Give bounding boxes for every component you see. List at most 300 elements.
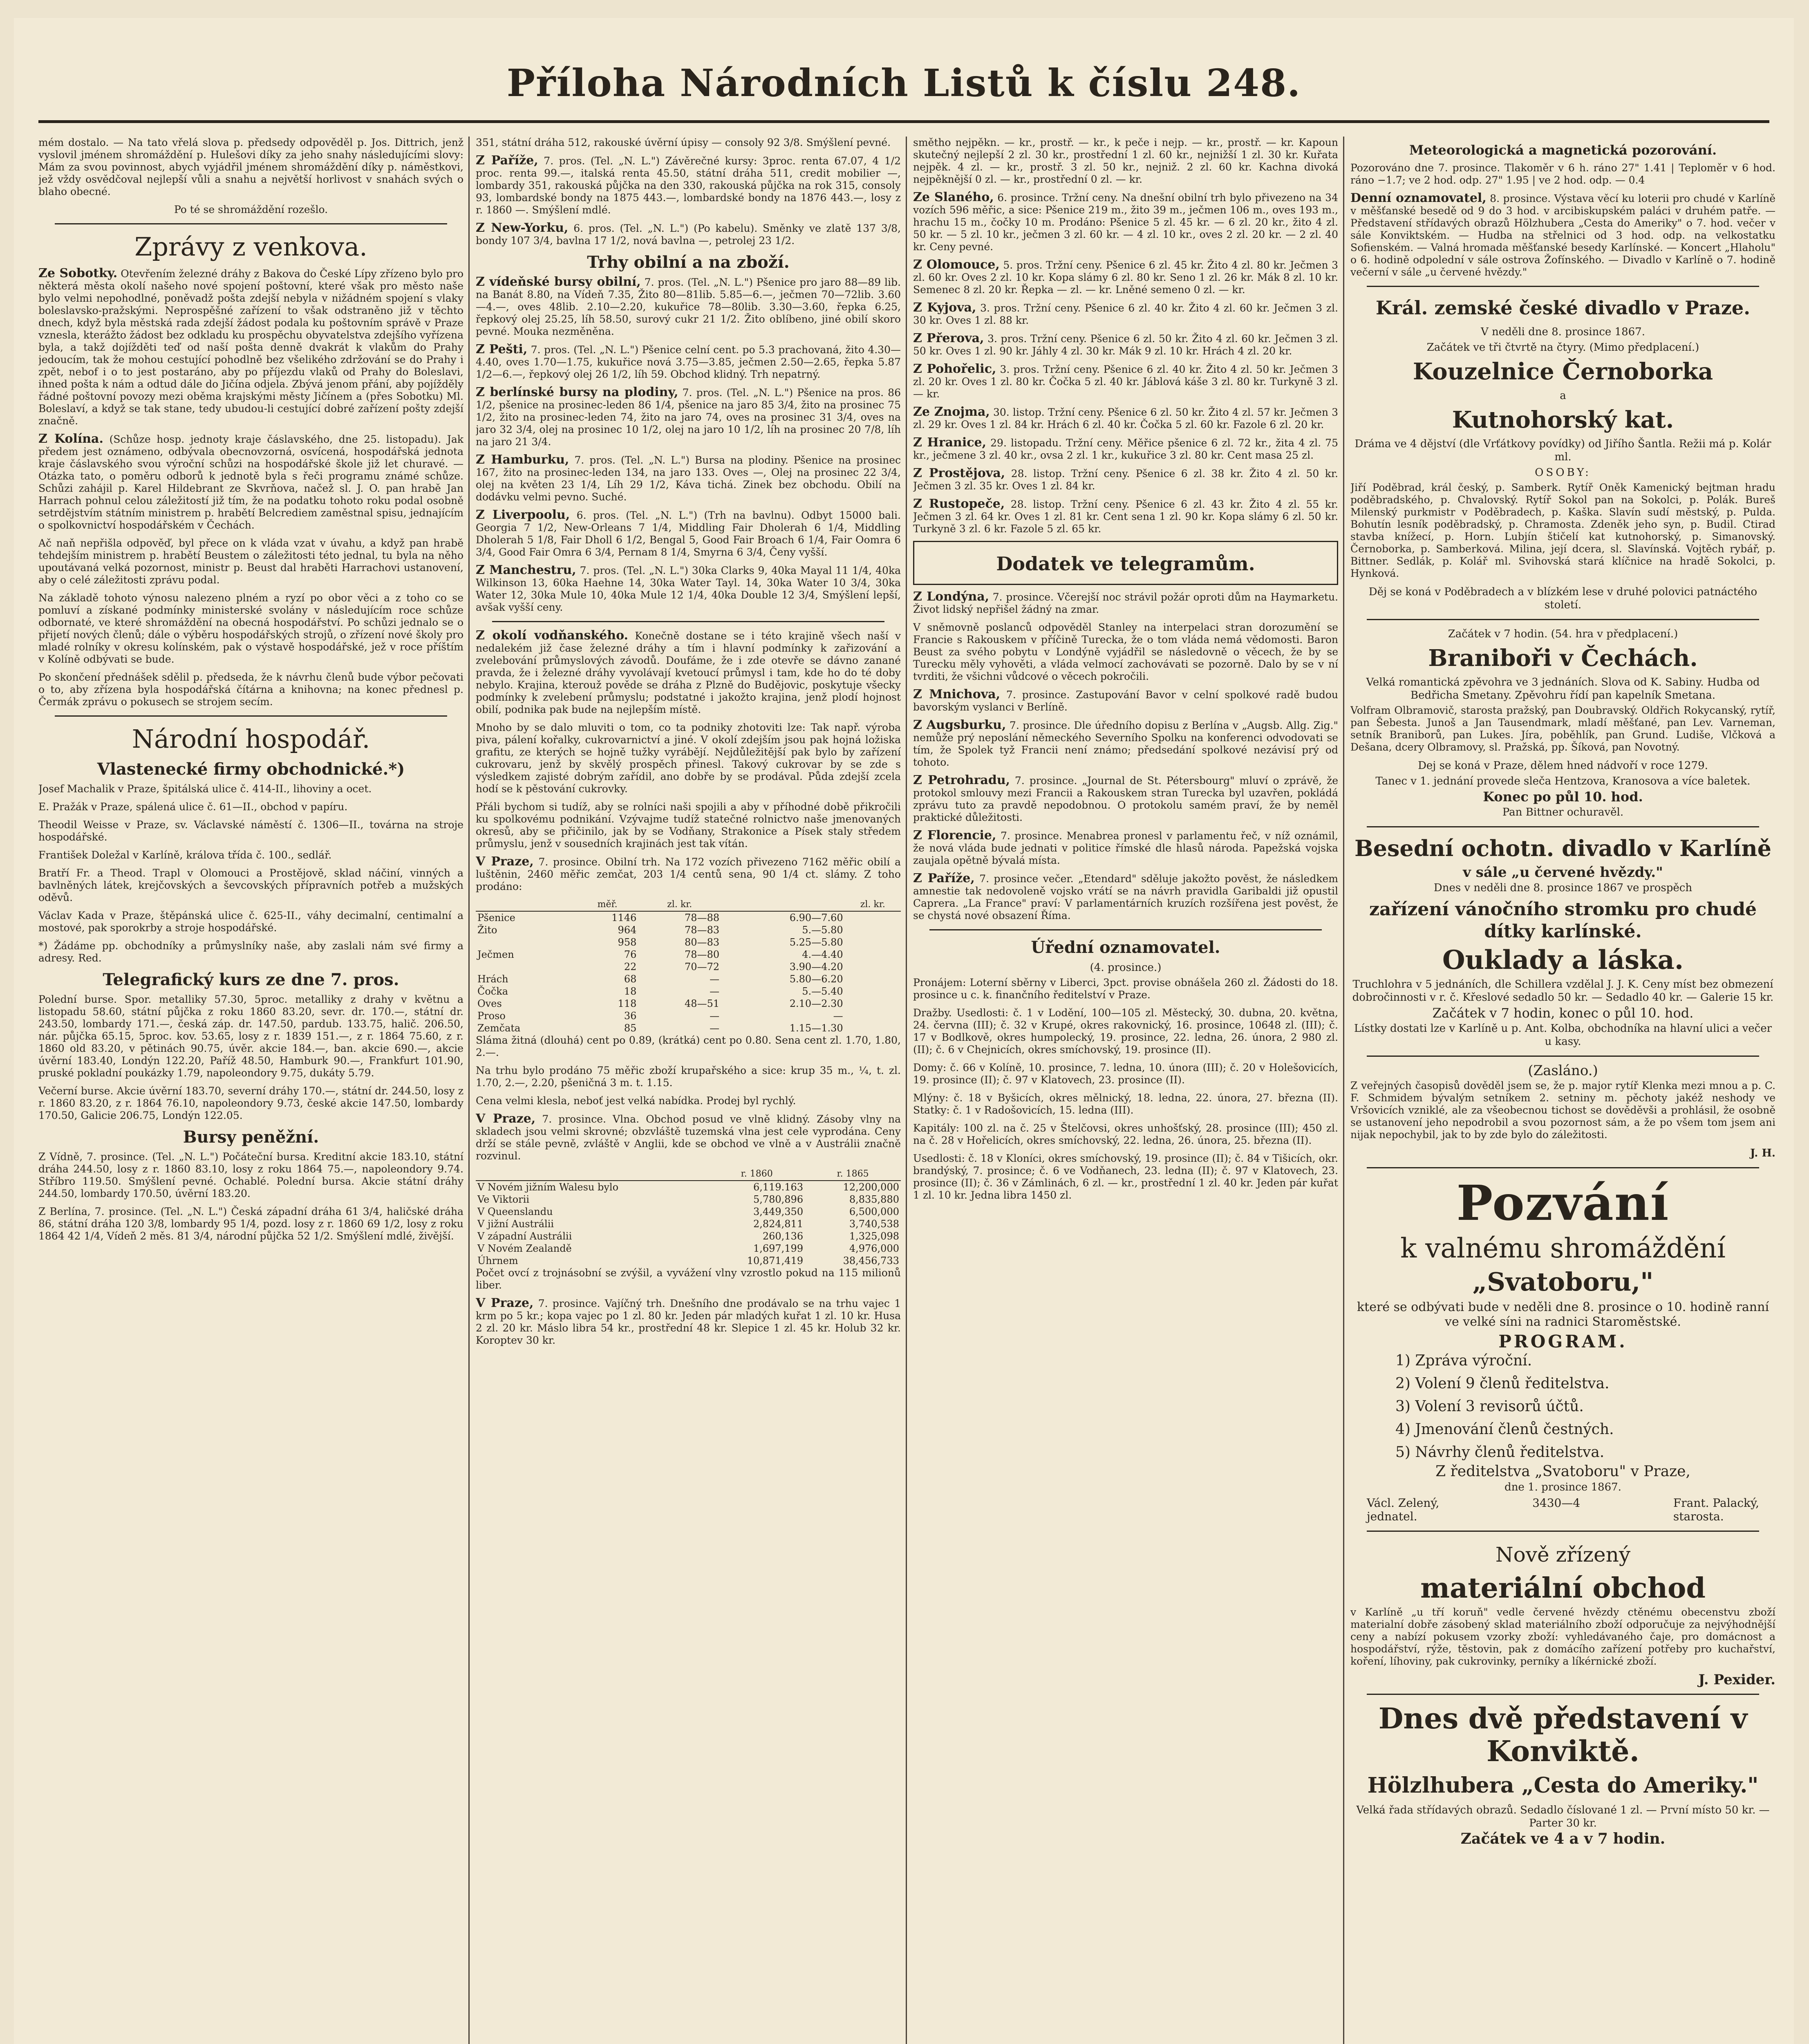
table-row [476,961,901,973]
article-title: Z berlínské bursy na plodiny, [476,385,678,399]
table-header [476,1168,901,1181]
table-cell: 118 [618,998,637,1009]
table-header [476,899,901,911]
article-text: Sláma žitná (dlouhá) cent po 0.89, (krátká) cent po 0.80. Sena cent zl. 1.70, 1.80, 2.—. [476,1034,901,1058]
ad-text: a [1560,390,1566,402]
subsection-title: Telegrafický kurs ze dne 7. pros. [103,970,399,989]
article [913,332,1338,357]
letter-sign: J. H. [1750,1147,1775,1159]
table-cell: 6,500,000 [849,1206,899,1217]
table-row [476,911,901,924]
article [913,774,1338,824]
column-header: r. 1860 [709,1168,805,1181]
table-cell: 4,976,000 [849,1243,899,1254]
cast-list: Jiří Poděbrad, král český, p. Samberk. Rytíř Oněk Kamenický bejtman hradu poděbradského, p. Chvalovský. Rytíř Sokol pan na Sokolci, p. Polák. Bureš Milenský purkmistr v Poděbradech, p. Kaška. Slavín sudí městský, p. Pulda. Bohutín lesník poděbradský, p. Chramosta. Zdeněk jeho syn, p. Budil. Ctirad stavba knížecí, p. Horn. Lubjín štičelí kat kutnohorský, p. Simanovský. Černoborka, p. Samberková. Milina, její dcera, sl. Slavínská. Vojtěch rybář, p. Bittner. Sedlák, p. Kolář ml. Svihovská stará klíčnice na hradě Sokolci, p. Hynková. [1350,482,1775,579]
article-title: Z Liverpoolu, [476,508,570,522]
table-cell: 260,136 [762,1230,804,1242]
table-row [476,948,901,961]
ad-purpose: zařízení vánočního stromku pro chudé dítky karlínské. [1369,899,1757,942]
firm-entry: E. Pražák v Praze, spálená ulice č. 61—II., obchod v papíru. [38,801,348,813]
table-cell: 5.—5.80 [802,924,843,936]
notice-text: Mlýny: č. 18 v Byšicích, okres mělnický, 18. ledna, 22. února, 27. března (II). Statky: č. 1 v Radošovicích, 15. ledna (III). [913,1092,1338,1116]
article-title: Z okolí vodňanského. [476,628,629,643]
table-row [476,1230,901,1242]
table-cell: 5.—5.40 [802,986,843,997]
table-cell: Žito [477,924,497,936]
ad-subheading: v sále „u červené hvězdy." [1463,864,1663,881]
table-cell: 5.80—6.20 [789,973,843,985]
table-row [476,1242,901,1255]
notice-text: Domy: č. 66 v Kolíně, 10. prosince, 7. ledna, 10. února (III); č. 20 v Holešovicích, 19. prosince (II); č. 97 v Klatovech, 23. prosince (II). [913,1062,1338,1086]
divider [1367,286,1759,287]
article [476,276,901,338]
article-title: Z Rustopeče, [913,497,1005,511]
table-row [476,973,901,985]
table-cell: Hrách [477,973,508,985]
article-title: Z Paříže, [913,871,975,885]
article-title: V Praze, [476,854,534,869]
table-cell: 5,780,896 [753,1194,804,1205]
ad-subheading: Nově zřízený [1495,1543,1631,1567]
column-header: zl. kr. [845,899,901,911]
notice-text: Pronájem: Loterní sběrny v Liberci, 3pct. provise obnášela 260 zl. Žádosti do 18. prosince u c. k. finančního ředitelství v Praze. [913,977,1338,1001]
article-title: Z Paříže, [476,153,538,168]
article-title: Z Pohořelic, [913,362,996,376]
table-cell: 76 [624,949,637,960]
notice-text: Dražby. Usedlosti: č. 1 v Lodění, 100—105 zl. Městecký, 30. dubna, 20. května, 24. června (III); č. 32 v Krupé, okres rakovnický, 16. prosince, 10648 zl. (III); č. 17 v Bodlkově, okres humpolecký, 19. prosince, 22. ledna, 26. února, 2 980 zl. (II); č. 6 v Chejnicích, okres smíchovský, 19. prosince (II). [913,1007,1338,1056]
article-title: V Praze, [476,1296,534,1310]
table-cell: Úhrnem [477,1255,518,1266]
ad-heading: Dnes dvě představení v Konviktě. [1378,1701,1748,1768]
article-text: 351, státní dráha 512, rakouské úvěrní úpisy — consoly 92 3/8. Smýšlení pevné. [476,137,891,148]
column-4 [1350,137,1775,2044]
article-title: Z vídeňské bursy obilní, [476,275,641,289]
article-text: 7. pros. (Tel. „N. L.") Pšenice na pros. 86 1/2, pšenice na prosinec-leden 86 1/4, pšenice na jaro 85 3/4, žito na prosinec 75 1/2, žito na prosinec-leden 74, žito na jaro 74, oves na prosinec 31 3/4, oves na jaro 32 3/4, olej na prosinec 10 1/2, olej na jaro 10 1/2, líh na prosinec 20 7/8, líh na jaro 21 3/4. [476,387,901,448]
play-description: Truchlohra v 5 jednáních, dle Schillera vzdělal J. J. K. Ceny míst bez obmezení dobročinnosti v r. č. Křeslové sedadlo 50 kr. — Sedadlo 40 kr. — Galerie 15 kr. [1352,978,1774,1004]
article [913,498,1338,535]
table-cell: 2.10—2.30 [789,998,843,1009]
divider [1367,1531,1759,1532]
article-title: Z Prostějova, [913,466,1005,480]
play-description: Dráma ve 4 dějství (dle Vrťátkovy povídky) od Jiřího Šantla. Režii má p. Kolár ml. [1355,438,1771,463]
article-text: 3. pros. Tržní ceny. Pšenice 6 zl. 40 kr. Žito 4 zl. 60 kr. Ječmen 3 zl. 30 kr. Oves 1 zl. 88 kr. [913,302,1338,326]
table-row [476,1255,901,1267]
article [38,267,463,427]
cast-list: Volfram Olbramovič, starosta pražský, pan Doubravský. Oldřich Rokycanský, rytíř, pan Šebesta. Junoš a Jan Tausendmark, mladí měšťané, pan Lev. Varneman, setník Braniborů, pan Lukes. Jíra, poběhlík, pan Grund. Ludiše, Vlčková a Dešana, dcery Olbramovy, sl. Pražská, pp. Šíková, pan Novotný. [1350,704,1775,753]
play-title: Kutnohorský kat. [1452,406,1674,433]
footnote-text: *) Žádáme pp. obchodníky a průmyslníky naše, aby zaslali nám své firmy a adresy. [38,940,463,964]
table-cell: V západní Austrálii [477,1230,572,1242]
article-text: Otevřením železné dráhy z Bakova do České Lípy zřízeno bylo pro některá města okolí našeho nové spojení poštovní, které však pro město naše bylo velmi nepohodlné, poněvadž pošta zdejší nebyla v nižádném spojení s vlaky boleslavsko-pražskými. Neprospěšné zařízení to však odstraněno již v těchto dnech, když byla městská rada zdejší žádost podala ku poštovním správě v Praze vznesla, kterážto žádost bez odkladu ku prospěchu obyvatelstva zdejšího vyřízena byla, a takž dojížděti teď od naší pošta denně dvakrát k vlakům do Prahy jedoucím, tak že mohou cestující pohodlně bez všelikého zdržování se do Prahy i zpět, nebof i o to jest postaráno, aby po příjezdu vlaků od Prahy do Boleslavi, ihned pošta k nám a odtud dále do Jičína odjela. Zbývá jenom přání, aby pojížděly řádné poštovní povozy mezi oběma krajskými městy Jičínem a (přes Sobotku) Ml. Boleslaví, a když se tak stane, tedy ubudou-li cestující dobré zařízení pošty zdejší značně. [38,268,463,427]
table-cell: 70—72 [685,961,720,973]
ad-note: Tanec v 1. jednání provede sleča Hentzova, Kranosova a více baletek. [1375,775,1751,787]
firm-entry: Václav Kada v Praze, štěpánská ulice č. 625-II., váhy decimalní, centimalní a mostové, pak sporokrby a stroje hospodářské. [38,910,463,934]
article-text: Večerní burse. Akcie úvěrní 183.70, severní dráhy 170.—, státní dr. 244.50, losy z r. 1860 83.20, z r. 1864 76.10, napoleondory 9.73, české akcie 147.50, lombardy 170.50, Galicie 206.75, Londýn 122.05. [38,1085,463,1121]
program-item: 2) Volení 9 členů ředitelstva. [1395,1375,1610,1392]
article-text: 7. pros. (Tel. „N. L.") Pšenice pro jaro 88—89 lib. na Banát 8.80, na Vídeň 7.35, Žito 80—81lib. 5.85—6.—, ječmen 70—72lib. 3.60—4.—, oves 48lib. 2.10—2.20, kukuřice 78—80lib. 3.30—3.60, řepka 6.25, řepkový olej 25.25, líh 58.50, surový cukr 21 1/2. Žito oblíbeno, jiné obilí skoro pevné. Mouka nezměněna. [476,276,901,337]
ad-heading: Král. zemské české divadlo v Praze. [1375,297,1751,319]
section-title: Meteorologická a magnetická pozorování. [1409,142,1717,158]
divider [1367,1056,1759,1057]
table-cell: Proso [477,1010,506,1022]
table-cell: 8,835,880 [849,1194,899,1205]
article-text: 7. prosince. Včerejší noc strávil požár oproti dům na Haymarketu. Život lidský nepřišel žádný na zmar. [913,591,1338,615]
article-title: Z Olomouce, [913,258,1000,272]
article-text: 7. prosince. Obilní trh. Na 172 vozích přivezeno 7162 měřic obilí a luštěnin, 2460 měřic zemčat, 203 1/4 centů sena, 90 1/4 ct. slámy. Z toho prodáno: [476,856,901,892]
article-title: Z Hamburku, [476,453,569,467]
article [1350,192,1775,278]
column-header: zl. kr. [638,899,721,911]
table-row [476,924,901,936]
ad-date: V neděli dne 8. prosince 1867. [1481,326,1645,338]
table-cell: 4.—4.40 [802,949,843,960]
article-text: 29. listopadu. Tržní ceny. Měřice pšenice 6 zl. 72 kr., žita 4 zl. 75 kr., ječmene 3 zl. 40 kr., ovsa 2 zl. 1 kr., kukuřice 3 zl. 80 kr. Cent masa 25 zl. [913,437,1338,461]
article-text: Na základě tohoto výnosu nalezeno plném a ryzí po obor věci a z toho co se pomluví a získané podmínky ministerské svolány v následujícím roce schůze odbornaté, ve které shromáždění na obecná hospodářství. Po schůzi jednalo se o přijetí nových členů; dále o výběru hospodářských strojů, o zřízení nové školy pro mladé rolníky v okresu kolínském, pak o výstavě hospodářské, jež v roce příštím v Kolíně odbývati se bude. [38,592,463,665]
article-title: Z Petrohradu, [913,773,1010,787]
table-cell: 964 [618,924,637,936]
table-row [476,1206,901,1218]
article-title: Ze Sobotky. [38,266,118,280]
article-title: Ze Znojma, [913,405,990,419]
ad-note: Lístky dostati lze v Karlíně u p. Ant. Kolba, obchodníka na hlavní ulici a večer u kasy. [1354,1022,1772,1048]
article [913,191,1338,253]
article [476,386,901,448]
table-cell: 3,449,350 [753,1206,804,1217]
ad-subheading: Hölzlhubera „Cesta do Ameriky." [1367,1773,1759,1798]
article-text: 3. pros. Tržní ceny. Pšenice 6 zl. 40 kr. Žito 4 zl. 50 kr. Ječmen 3 zl. 20 kr. Oves 1 zl. 80 kr. Čočka 5 zl. 40 kr. Jáblová káše 3 zl. 80 kr. Turkyně 3 zl. — kr. [913,363,1338,400]
ref-number: 3430—4 [1532,1496,1581,1510]
article-text: 28. listop. Tržní ceny. Pšenice 6 zl. 38 kr. Žito 4 zl. 50 kr. Ječmen 3 zl. 35 kr. Oves 1 zl. 84 kr. [913,468,1338,492]
program-item: 4) Jmenování členů čestných. [1395,1421,1614,1438]
table-row [476,1010,901,1022]
article-text: 7. pros. (Tel. „N. L.") Pšenice celní cent. po 5.3 prachovaná, žito 4.30—4.40, oves 1.70—1.75, kukuřice nová 3.75—3.85, ječmen 2.50—2.65, řepka 5.87 1/2—6.—, řepkový olej 26 1/2, líh 59. Obchod klidný. Trh nepatrný. [476,344,901,380]
article-text: 6. prosince. Tržní ceny. Na dnešní obilní trh bylo přivezeno na 34 vozích 596 měřic, a sice: Pšenice 219 m., žito 39 m., ječmen 106 m., oves 193 m., hrachu 15 m., čočky 10 m. Prodáno: Pšenice 5 zl. 45 kr. — 6 zl. 20 kr., žito 4 zl. 50 kr. — 5 zl. 10 kr., ječmen 3 zl. 60 kr. — 4 zl. 10 kr., oves 2 zl. 20 kr. — 2 zl. 40 kr. Ceny pevné. [913,192,1338,253]
column-header [721,899,845,911]
article-text: 6. pros. (Tel. „N. L.") (Po kabelu). Směnky ve zlatě 137 3/8, bondy 107 3/4, bavlna 17 1/2, nová bavlna —, petrolej 23 1/2. [476,222,901,247]
table-cell: 36 [624,1010,637,1022]
article-text: Mnoho by se dalo mluviti o tom, co ta podniky zhotoviti lze: Tak např. výroba piva, pálení kořalky, cukrovarnictví a jiné. V okolí zdejším jsou pak hojná ložiska grafitu, ze kterých se hojně tužky vyrábějí. Nejdůležitější pak bylo by zařízení cukrovaru, jenž by skvělý prospěch přinesl. Takový cukrovar by se zde s výsledkem zajisté dobrým zařídil, ano dobře by se prodával. Půda zdejší zcela hodí se k pěstování cukrovky. [476,722,901,795]
article-title: V Praze, [476,1112,536,1126]
article-text: 7. pros. (Tel. „N. L.") 30ka Clarks 9, 40ka Mayal 11 1/4, 40ka Wilkinson 13, 60ka Haehne 14, 30ka Water Tayl. 14, 30ka Water 10 3/4, 30ka Water 12, 30ka Mule 10, 40ka Mule 12 1/4, 40ka Double 12 3/4, Smýšlení lepší, avšak vyšší ceny. [476,565,901,613]
article [913,872,1338,922]
column-divider [906,137,907,2044]
ad-text: které se odbývati bude v neděli dne 8. prosince o 10. hodině ranní ve velké síni na radnici Staroměstské. [1357,1300,1769,1329]
table-cell: 18 [624,986,637,997]
table-cell: 48—51 [685,998,720,1009]
ad-text: Velká řada střídavých obrazů. Sedadlo číslované 1 zl. — První místo 50 kr. — Parter 30 kr. [1356,1804,1770,1829]
article-text: Z Vídně, 7. prosince. (Tel. „N. L.") Počáteční bursa. Kreditní akcie 183.10, státní dráha 244.50, losy z r. 1860 83.10, losy z roku 1864 75.—, napoleondory 9.74. Stříbro 119.50. Smýšlení pevné. Ochablé. Polední bursa. Akcie státní dráhy 244.50, lombardy 170.50, úvěrní 183.20. [38,1151,463,1199]
signature-right [1673,1496,1759,1523]
table-cell: 958 [618,937,637,948]
article-title: Z Londýna, [913,589,990,604]
program-item: 1) Zpráva výroční. [1395,1352,1532,1369]
article-text: 7. prosince. Menabrea pronesl v parlamentu řeč, v níž oznámil, že nová vláda bude jednati v politice římské dle hlasů národa. Papežská vojska zaujala opětně bývalá místa. [913,830,1338,866]
table-cell: V Novém jižním Walesu bylo [477,1181,619,1193]
notice-text: Usedlosti: č. 18 v Kloníci, okres smíchovský, 19. prosince (II); č. 84 v Tišicích, okr. brandýský, 7. prosince; č. 6 ve Vodňanech, 23. ledna (II); č. 97 v Klatovech, 23. prosince (II); č. 36 v Zámlinách, 6 zl. — kr., prostřední 1 zl. 40 kr. Jeden pár kuřat 1 zl. 10 kr. Jedna libra 1450 zl. [913,1152,1338,1201]
article [913,302,1338,327]
article-title: Z Přerova, [913,331,984,345]
table-cell: V Queenslandu [477,1206,553,1217]
signer-role: jednatel. [1367,1510,1417,1523]
ad-subheading: k valnému shromáždění [1400,1233,1726,1264]
table-row [476,1022,901,1034]
article [913,829,1338,867]
article [913,591,1338,616]
section-title: Dodatek ve telegramům. [996,553,1255,575]
article-title: Denní oznamovatel, [1350,191,1487,205]
table-cell: Ve Viktorii [477,1194,530,1205]
article-text: V sněmovně poslanců odpověděl Stanley na interpelaci stran dorozumění se Francie s Rakouskem v příčině Turecka, že o tom vláda nemá vědomosti. Baron Beust za svého pobytu v Londýně vyjádřil se následovně o věcech, že by se Turecku měly vyhověti, a vláda velmocí zachovávati se pozorně. Dalo by se v ní tvrditi, že všichni vůdcové o věcech pokročili. [913,621,1338,682]
table-cell: 1,697,199 [753,1243,804,1254]
article-text: 7. prosince. Dle úředního dopisu z Berlína v „Augsb. Allg. Zig." nemůže prý neposlání německého Severního Spolku na konferenci odvodovati se tím, že Spolek tyž Francii není známo; předsedání spolkové nezávisí prý od tohoto. [913,719,1338,768]
table-cell: V Novém Zealandě [477,1243,572,1254]
table-cell: — [833,1010,843,1022]
wool-table [476,1168,901,1267]
article-text: Z Berlína, 7. prosince. (Tel. „N. L.") Česká západní dráha 61 3/4, haličské dráha 86, státní dráha 120 3/8, lombardy 95 1/4, pozd. losy z r. 1860 69 1/2, losy z roku 1864 42 1/4, Vídeň 2 měs. 81 3/4, národní půjčka 52 1/2. Smýšlení mdlé, živější. [38,1206,463,1242]
table-row [476,1181,901,1193]
firm-entry: Bratří Fr. a Theod. Trapl v Olomouci a Prostějově, sklad náčiní, vinných a bavlněných látek, krejčovských a ševcovských přípravních potřeb a mužských oděvů. [38,867,463,903]
ad-date: Dnes v neděli dne 8. prosince 1867 ve prospěch [1433,882,1693,894]
article-text: (Schůze hosp. jednoty kraje čáslavského, dne 25. listopadu). Jak předem jest oznámeno, odbývala obecnovzorná, osvícená, hospodářská jednota kraje čáslavského svou výroční schůzi na hospodářské škole již let churavé. — Otázka tato, o poměru odborů k jednotě byla s řeči programu známé schůze. Schůzi zahájil p. Karel Hildebrant ze Skvrňova, načež sl. J. O. pan hrabě Jan Harrach pohnul celou záležitostí již tím, že na podatku tohoto roku podal osobně setrdějstvím státním ministrem p. hrabětí Belcrediem zaměstnal spisu, jednajícím o spolkovnictví hospodářském v Čechách. [38,433,463,531]
table-cell: 78—83 [685,924,720,936]
table-cell: Zemčata [477,1022,521,1034]
firm-entry: Josef Machalik v Praze, špitálská ulice č. 414-II., lihoviny a ocet. [38,783,372,795]
ad-heading: Besední ochotn. divadlo v Karlíně [1355,835,1771,861]
article [476,564,901,614]
article-title: Z New-Yorku, [476,221,569,235]
play-description: Velká romantická zpěvohra ve 3 jednáních. Slova od K. Sabiny. Hudba od Bedřicha Smetany. Zpěvohru řídí pan kapelník Smetana. [1366,676,1760,702]
notice-text: Kapitály: 100 zl. na č. 25 v Štelčovsi, okres unhošťský, 28. prosince (III); 450 zl. na č. 28 v Hořelicích, okres smíchovský, 22. ledna, 26. února, 25. března (II). [913,1122,1338,1146]
article-title: Z Manchestru, [476,563,576,577]
article [913,467,1338,492]
divider [1367,826,1759,827]
table-cell: — [710,986,720,997]
article [476,856,901,893]
section-title: Národní hospodář. [132,724,370,754]
article [913,363,1338,400]
table-cell [476,936,577,948]
article-title: Z Hranice, [913,435,987,450]
play-title: Braniboři v Čechách. [1428,645,1698,672]
ad-date: dne 1. prosince 1867. [1505,1481,1621,1493]
subsection-title: Trhy obilní a na zboží. [587,253,790,272]
masthead-rule [38,120,1769,123]
article-text: 30. listop. Tržní ceny. Pšenice 6 zl. 50 kr. Žito 4 zl. 57 kr. Ječmen 3 zl. 29 kr. Oves 1 zl. 84 kr. Hrách 6 zl. 40 kr. Čočka 5 zl. 60 kr. Fazole 6 zl. 20 kr. [913,406,1338,430]
article-text: 7. prosince. Vlna. Obchod posud ve vlně klidný. Zásoby vlny na skladech jsou velmi skrovné; obzvláště tuzemská vlna jest cele vyprodána. Ceny drží se stále pevně, zvláště v Anglii, kde se obchod ve vlně a v Austrálii značně rozvinul. [476,1113,901,1162]
ad-start-time: Začátek ve 4 a v 7 hodin. [1460,1830,1666,1847]
footnote [38,940,463,964]
program-item: 3) Volení 3 revisorů účtů. [1395,1398,1584,1415]
newspaper-page [14,18,1794,2044]
article-title: Z Kolína. [38,432,103,446]
signatures [1350,1496,1775,1523]
table-cell: — [710,1022,720,1034]
article-title: Z Kyjova, [913,300,976,315]
article-text: 7. pros. (Tel. „N. L.") Závěrečné kursy: 3proc. renta 67.07, 4 1/2 proc. renta 99.—, italská renta 45.50, státní dráha 511, credit mobilier —, lombardy 351, rakouská půjčka na den 330, rakouská půjčka na rok 315, consoly 93, lombardské bondy na 1875 443.—, lombardské bondy na 1876 443.—, losy z r. 1860 —. Smýšlení mdlé. [476,155,901,216]
table-cell: Pšenice [477,912,515,923]
section-title: (Zasláno.) [1528,1062,1598,1079]
table-cell: 3.90—4.20 [789,961,843,973]
ad-text: v Karlíně „u tří koruň" vedle červené hvězdy ctěnému obecenstvu zboží materialní dobře zásobený sklad materiálního zboží odporučuje za nejvýhodnější ceny a nabízí pokusem vzorky zboží: vyhledávaného čaje, pro domácnost a hospodářství, rýže, těstovin, pak z domácího zařízení potřeby pro kuchařství, koření, líhoviny, pak cukrovinky, perníky a líkérnické zboží. [1350,1606,1775,1667]
column-header: r. 1865 [805,1168,901,1181]
subsection-title: Vlastenecké firmy obchodnické.*) [97,760,405,779]
divider [929,929,1322,930]
article-title: Z Pešti, [476,342,528,356]
column-2 [476,137,901,2044]
divider [1367,1694,1759,1695]
page-title: Příloha Národních Listů k číslu 248. [506,61,1301,105]
table-cell: 78—80 [685,949,720,960]
article-text: 8. prosince. Výstava věcí ku loterii pro chudé v Karlíně v měšťanské besedě od 9 do 3 hod. v arcibiskupském paláci v druhém patře. — Představení střídavých obrazů Hölzhubera „Cesta do Ameriky" o 7. hod. večer v sále Konviktském. — Hudba na střelnici od 3 hod. odp. na velkostatku Sofienském. — Valná hromada měšťanské besedy Karlínské. — Koncert „Hlaholu" o 6. hodině odpolední v sále ostrova Žofínského. — Divadlo v Karlíně o 7. hodině večerní v sále „u červené hvězdy." [1350,193,1775,278]
table-cell: 1146 [611,912,637,923]
letter-text: Z veřejných časopisů dověděl jsem se, že p. major rytíř Klenka mezi mnou a p. C. F. Schmidem bývalým setníkem 2. setniny m. pěchoty jakéž neshody ve Vršovicích vzniklé, ale za všeobecnou tichost se dověděvši a prohlásil, že osobně se ustanovení jeho nepodrobil a svou pozornost sám, a že po všem tom jsem ani nijak nepochybil, jak to by zde bylo do záležitosti. [1350,1080,1775,1141]
article-text: Cena velmi klesla, neboť jest velká nabídka. Prodej byl rychlý. [476,1095,796,1107]
table-cell: 2,824,811 [753,1218,804,1230]
column-3 [913,137,1338,2044]
article [913,259,1338,296]
article [476,343,901,381]
table-cell: — [710,973,720,985]
table-cell: 80—83 [685,937,720,948]
table-cell: 22 [624,961,637,973]
article [913,719,1338,769]
table-cell: 1,325,098 [849,1230,899,1242]
table-cell: 78—88 [685,912,720,923]
divider [55,715,447,717]
ad-start-time: Začátek v 7 hodin, konec o půl 10. hod. [1432,1005,1694,1021]
table-cell: 1.15—1.30 [789,1022,843,1034]
article-text: 7. prosince. „Journal de St. Pétersbourg" mluví o zprávě, že protokol smlouvy mezi Francii a Rakouskem stran Turecka byl uzavřen, pokládá zprávu tuto za pravdě nepodobnou. O protokolu samém praví, že by neměl praktické důležitosti. [913,775,1338,823]
table-cell: 6.90—7.60 [789,912,843,923]
column-header [476,1168,709,1181]
program-heading: PROGRAM. [1498,1331,1628,1351]
article-text: Polední burse. Spor. metalliky 57.30, 5proc. metalliky z drahy v květnu a listopadu 58.60, státní půjčka z roku 1860 83.20, sevr. dr. 170.—, státní dr. 243.50, lombardy 171.—, česká záp. dr. 147.50, pardub. 133.75, halič. 206.50, nár. půjčka 65.15, 5proc. kov. 53.65, losy z r. 1839 151.—, z r. 1864 75.60, z r. 1860 old 83.20, v pětinách 90.75, úvěr. akcie 184.—, ban. akcie 690.—, akcie úvěrní 183.40, Londýn 122.20, Paříž 48.50, Hamburk 90.—, Frankfurt 101.90, pruské pokladní poukázky 1.79, napoleondory 9.75, dukáty 5.79. [38,993,463,1079]
article-text: 6. pros. (Tel. „N. L.") (Trh na bavlnu). Odbyt 15000 bali. Georgia 7 1/2, New-Orleans 7 1/4, Middling Fair Dholerah 6 1/4, Middling Dholerah 5 1/8, Fair Dholl 6 1/2, Bengal 5, Good Fair Broach 6 1/4, Fair Oomra 6 3/4, Good Fair Omra 6 3/4, Pernam 8 1/4, Smyrna 6 3/4, Čeny vyšší. [476,509,901,558]
column-header [476,899,577,911]
society-name: „Svatoboru," [1472,1267,1654,1297]
ad-heading: materiální obchod [1420,1572,1706,1605]
signer-name: Václ. Zelený, [1367,1496,1440,1510]
firm-entry: Theodil Weisse v Praze, sv. Václavské náměstí č. 1306—II., továrna na stroje hospodářské. [38,819,463,843]
article-text: mém dostalo. — Na tato vřelá slova p. předsedy odpověděl p. Jos. Dittrich, jenž vyslovil jménem shromáždění p. Hulešovi díky za jeho snahy následujícími slovy: Mám za svou povinnost, abych vyjádřil jménem shromáždění díky p. náměstkovi, jež vždy osvědčoval nejlepší vůli a snahu a největší horlivost v snahách svých o blaho obecné. [38,137,463,197]
firm-entry: František Doležal v Karlíně, králova třída č. 100., sedlář. [38,849,332,861]
article [476,454,901,503]
article-text: 7. prosince. Vajíčný trh. Dnešního dne prodávalo se na trhu vajec 1 krm po 5 kr.; kopa vajec po 1 zl. 80 kr. Jeden pár mladých kuřat 1 zl. 10 kr. Husa 2 zl. 20 kr. Máslo libra 54 kr., prostřední 48 kr. Slepice 1 zl. 45 kr. Holub 32 kr. Koroptev 30 kr. [476,1298,901,1346]
article-title: Z Florencie, [913,828,996,843]
grain-price-table [476,899,901,1034]
table-cell: Ječmen [477,949,514,960]
program-item: 5) Návrhy členů ředitelstva. [1395,1444,1605,1461]
column-divider [468,137,470,2044]
divider [1367,619,1759,620]
subsection-title: Bursy peněžní. [183,1127,319,1147]
table-cell: 68 [624,973,637,985]
article-text: Po skončení přednášek sdělil p. předseda, že k návrhu členů bude výbor pečovati o to, aby zřízena byla hospodářská čítárna a knihovna; na konec přednesl p. Čermák zprávu o pokusech se strojem secím. [38,671,463,708]
signer-role: starosta. [1673,1510,1724,1523]
play-setting: Děj se koná v Poděbradech a v blízkém lese v druhé polovici patnáctého století. [1368,586,1758,611]
article [476,222,901,247]
table-row [476,1218,901,1230]
table-row [476,997,901,1010]
article-text: 28. listop. Tržní ceny. Pšenice 6 zl. 43 kr. Žito 4 zl. 55 kr. Ječmen 3 zl. 64 kr. Oves 1 zl. 81 kr. Cent sena 1 zl. 90 kr. Kopa slámy 6 zl. 50 kr. Turkyně 3 zl. 6 kr. Fazole 5 zl. 65 kr. [913,498,1338,535]
weather-readings: Pozorováno dne 7. prosince. Tlakoměr v 6 h. ráno 27" 1.41 | Teploměr v 6 hod. ráno −1.7; ve 2 hod. odp. 27" 1.95 | ve 2 hod. odp. — 0.4 [1350,162,1775,186]
table-cell: Čočka [477,986,508,997]
article-title: Z Mnichova, [913,687,1001,702]
table-cell: — [710,1010,720,1022]
ad-note: Pan Bittner ochuravěl. [1502,806,1624,818]
article-text: Konečně dostane se i této krajině všech naší v nedalekém již čase železné dráhy a tím i hlavní podmínky k zařizování a zvelebování průmyslových závodů. Doufáme, že i zde otevře se dávno zanané pravda, že i železné dráhy vyvolávají kvetoucí průmysl i tam, kde ho do té doby nebylo. Krajina, kterouž pověde se dráha z Plzně do Budějovic, poskytuje všecky podmínky k zvelebení průmyslu; podstatné i jakožto krajina, jenž plodí hojnost obilí, podnika pak bude na nejlepším místě. [476,630,901,715]
table-cell: V jižní Austrálii [477,1218,554,1230]
article [476,1113,901,1162]
table-cell: Oves [477,998,502,1009]
footnote-sign: Red. [78,952,102,964]
table-cell: 6,119.163 [753,1181,804,1193]
ad-end-time: Konec po půl 10. hod. [1483,789,1643,805]
article [913,437,1338,462]
column-header: měř. [577,899,638,911]
play-title: Ouklady a láska. [1442,945,1684,975]
section-title: Zprávy z venkova. [134,232,367,262]
ad-note: Začátek v 7 hodin. (54. hra v předplacení.) [1448,628,1678,640]
article [476,155,901,216]
cast-heading: OSOBY: [1535,466,1591,479]
program-list [1350,1351,1775,1463]
table-row [476,985,901,997]
article-text: Na trhu bylo prodáno 75 měřic zboží krupařského a sice: krup 35 m., ¼, t. zl. 1.70, 2.—, 2.20, pšeničná 3 m. t. 1.15. [476,1065,901,1089]
article-text: 5. pros. Tržní ceny. Pšenice 6 zl. 45 kr. Žito 4 zl. 80 kr. Ječmen 3 zl. 60 kr. Oves 2 zl. 10 kr. Kopa slámy 6 zl. 80 kr. Seno 1 zl. 26 kr. Mák 8 zl. 10 kr. Semenec 8 zl. 20 kr. Řepka — zl. — kr. Lněné semeno 0 zl. — kr. [913,259,1338,296]
article-text: Přáli bychom si tudíž, aby se rolníci naši spojili a aby v příhodné době přikročili ku spolkovému podnikání. Vzývajme tudíž statečné rolnictvo naše jmenovaných okresů, aby se přičinilo, jak by se Vodňany, Strakonice a Písek staly středem průmyslu, jenž v sousedních krajinách jest tak vítán. [476,801,901,849]
article-text: Po té se shromáždění rozešlo. [174,204,328,215]
divider [1367,1167,1759,1168]
play-setting: Dej se koná v Praze, dělem hned nádvoří v roce 1279. [1418,760,1708,772]
divider [55,223,447,224]
signature-left [1367,1496,1439,1523]
article [913,406,1338,431]
masthead [14,18,1794,128]
ad-sign: J. Pexider. [1698,1672,1775,1688]
article-text: Ač naň nepřišla odpověď, byl přece on k vláda vzat v úvahu, a když pan hrabě tehdejším ministrem p. hrabětí Beustem o záležitosti této jednal, tu byla na něho upoutávaná velká pozornost, ministr p. Beust dal hraběti Harrachovi ustanovení, aby o celé záležitosti zprávu podal. [38,537,463,586]
table-cell: 38,456,733 [843,1255,899,1266]
table-cell [476,961,577,973]
table-cell: 5.25—5.80 [789,937,843,948]
ad-sender: Z ředitelstva „Svatoboru" v Praze, [1435,1463,1690,1480]
telegram-box [913,541,1338,585]
table-cell: 12,200,000 [843,1181,899,1193]
signer-name: Frant. Palacký, [1673,1496,1759,1510]
ad-heading: Pozvání [1456,1174,1670,1231]
section-title: Úřední oznamovatel. [1031,938,1220,957]
article-text: 7. prosince večer. „Etendard" sděluje jakožto pověst, že následkem amnestie tak nedovoleně vojsko vrátí se na návrh pravidla Garibaldi již opustil Caprera. „La France" praví: V parlamentárních kruzích rozšířena jest pověst, že se chystá nové obsazení Říma. [913,873,1338,921]
column-1 [38,137,463,2044]
article-text: 7. prosince. Zastupování Bavor v celní spolkové radě budou bavorským vyslanci v Berlíně. [913,689,1338,713]
article-text: 7. pros. (Tel. „N. L.") Bursa na plodiny. Pšenice na prosinec 167, žito na prosinec-leden 134, na jaro 133. Oves —, Olej na prosinec 22 3/4, olej na květen 23 1/4, Líh 29 1/2, Káva tichá. Zinek bez obchodu. Obilí na dodávku velmi pevno. Suché. [476,454,901,503]
column-divider [1343,137,1344,2044]
article-text: Počet ovcí z trojnásobní se zvýšil, a vyvážení vlny vzrostlo pokud na 115 milionů liber. [476,1267,901,1291]
article-text: 3. pros. Tržní ceny. Pšenice 6 zl. 50 kr. Žito 4 zl. 60 kr. Ječmen 3 zl. 50 kr. Oves 1 zl. 90 kr. Jáhly 4 zl. 30 kr. Mák 9 zl. 10 kr. Hrách 4 zl. 20 kr. [913,333,1338,357]
article [913,688,1338,713]
article [476,1297,901,1347]
table-cell: 3,740,538 [849,1218,899,1230]
table-cell: 85 [624,1022,637,1034]
article [38,433,463,531]
ad-note: Začátek ve tři čtvrtě na čtyry. (Mimo předplacení.) [1426,341,1699,354]
article [476,509,901,558]
divider [492,621,884,622]
article [476,630,901,716]
table-cell: 10,871,419 [747,1255,804,1266]
table-row [476,936,901,948]
play-title: Kouzelnice Černoborka [1413,358,1713,385]
